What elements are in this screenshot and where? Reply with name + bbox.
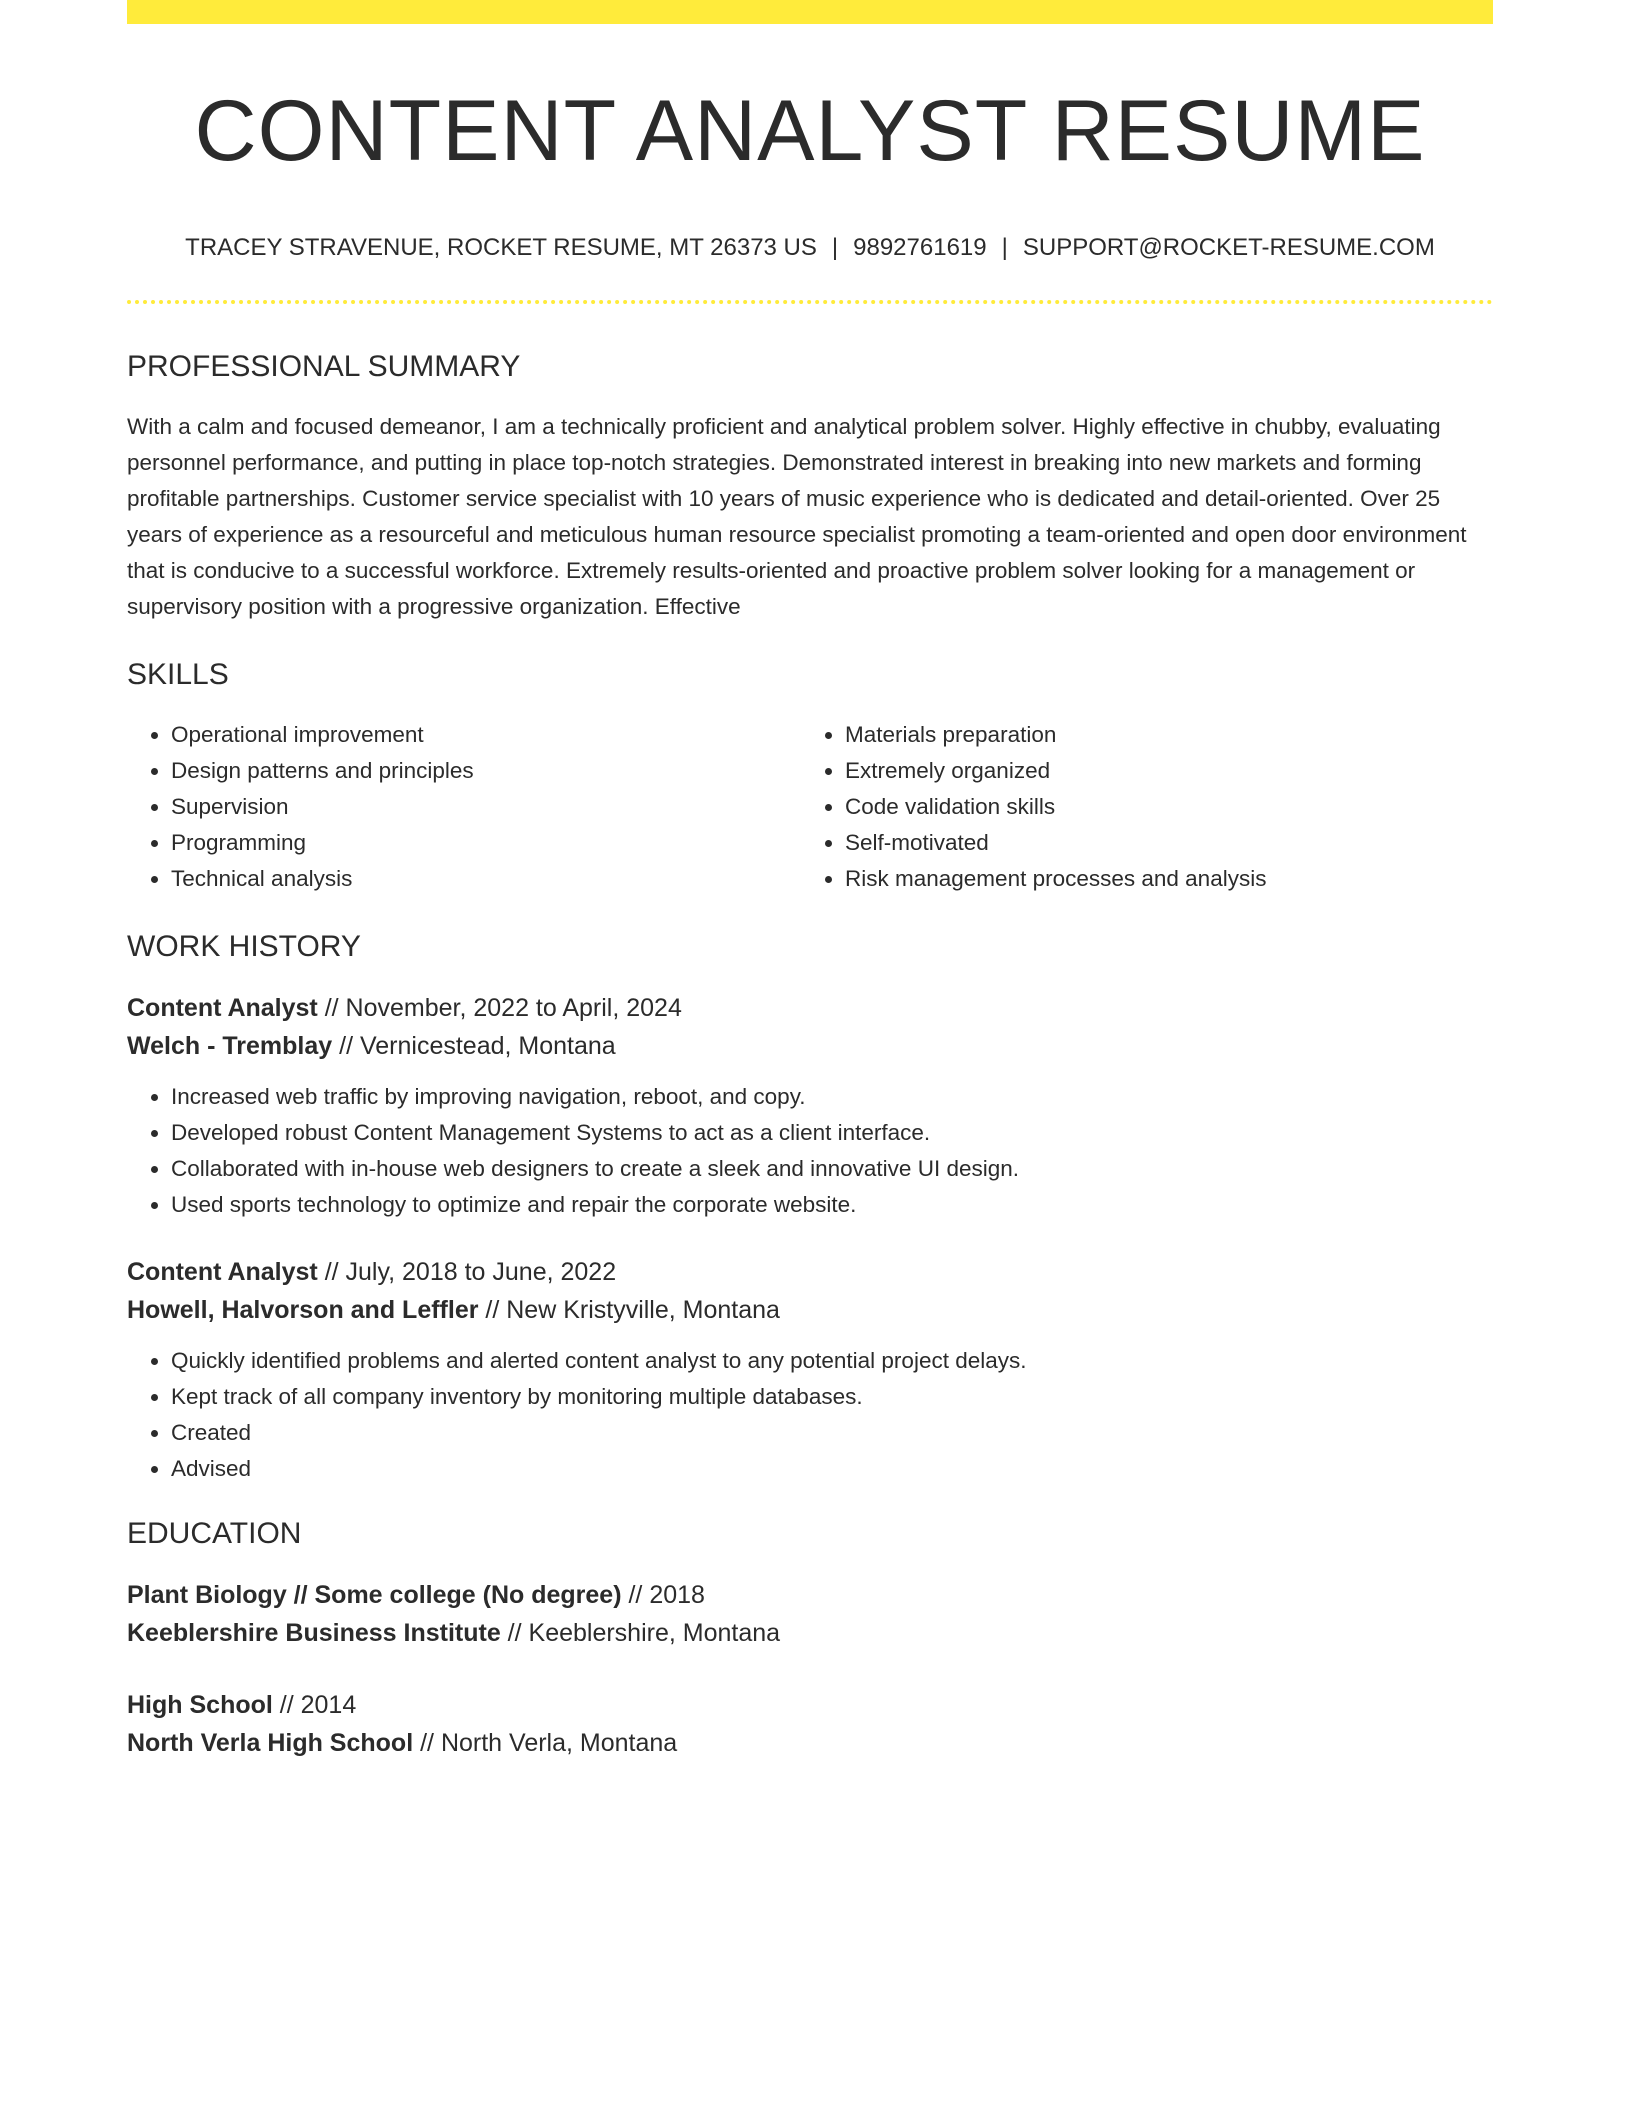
job-company: Howell, Halvorson and Leffler bbox=[127, 1296, 479, 1324]
contact-line bbox=[127, 236, 1493, 260]
job-duties bbox=[127, 1343, 1493, 1487]
education-year: // 2018 bbox=[621, 1581, 705, 1609]
education-school-line bbox=[127, 1614, 1493, 1652]
duty-item: • Quickly identified problems and alerted content analyst to any potential project delays. bbox=[171, 1343, 1493, 1379]
education-location: // Keeblershire, Montana bbox=[500, 1619, 781, 1647]
contact-address: TRACEY STRAVENUE, ROCKET RESUME, MT 26373 US bbox=[185, 234, 817, 261]
skill-item: • Code validation skills bbox=[845, 789, 1475, 825]
summary-text: With a calm and focused demeanor, I am a technically proficient and analytical problem solver. Highly effective in chubby, evaluating personnel performance, and putting in place top-notch strategies. Demonstrated interest in breaking into new markets and forming profitable partnerships. Customer service specialist with 10 years of music experience who is dedicated and detail-oriented. Over 25 years of experience as a resourceful and meticulous human resource specialist promoting a team-oriented and open door environment that is conducive to a successful workforce. Extremely results-oriented and proactive problem solver looking for a management or supervisory position with a progressive organization. Effective bbox=[127, 414, 1467, 619]
summary-heading: PROFESSIONAL SUMMARY bbox=[127, 350, 521, 383]
work-history-heading: WORK HISTORY bbox=[127, 930, 361, 963]
job-dates: // November, 2022 to April, 2024 bbox=[317, 994, 682, 1022]
education-location: // North Verla, Montana bbox=[413, 1729, 678, 1757]
skill-item: • Risk management processes and analysis bbox=[845, 861, 1475, 897]
skill-item: • Supervision bbox=[171, 789, 801, 825]
education-degree-line bbox=[127, 1686, 1493, 1724]
skill-item: • Operational improvement bbox=[171, 717, 801, 753]
job-company-line bbox=[127, 1291, 1493, 1329]
education-entry bbox=[127, 1686, 1493, 1762]
job-title-line bbox=[127, 1253, 1493, 1291]
duty-item: • Used sports technology to optimize and repair the corporate website. bbox=[171, 1187, 1493, 1223]
job-title: Content Analyst bbox=[127, 994, 318, 1022]
contact-separator: | bbox=[831, 234, 839, 261]
skill-item: • Programming bbox=[171, 825, 801, 861]
education-school: Keeblershire Business Institute bbox=[127, 1619, 501, 1647]
education-year: // 2014 bbox=[272, 1691, 357, 1719]
education-heading: EDUCATION bbox=[127, 1517, 302, 1550]
duty-item: • Kept track of all company inventory by monitoring multiple databases. bbox=[171, 1379, 1493, 1415]
skill-item: • Materials preparation bbox=[845, 717, 1475, 753]
duty-item: • Developed robust Content Management Systems to act as a client interface. bbox=[171, 1115, 1493, 1151]
contact-phone: 9892761619 bbox=[853, 234, 987, 261]
education-entry bbox=[127, 1576, 1493, 1652]
job-company-line bbox=[127, 1027, 1493, 1065]
job-location: // New Kristyville, Montana bbox=[478, 1296, 780, 1324]
contact-separator: | bbox=[1001, 234, 1008, 261]
job-location: // Vernicestead, Montana bbox=[332, 1032, 616, 1060]
duty-item: • Collaborated with in-house web designers to create a sleek and innovative UI design. bbox=[171, 1151, 1493, 1187]
duty-item: • Increased web traffic by improving navigation, reboot, and copy. bbox=[171, 1079, 1493, 1115]
skill-item: • Extremely organized bbox=[845, 753, 1475, 789]
education-degree-line bbox=[127, 1576, 1493, 1614]
duty-item: • Advised bbox=[171, 1451, 1493, 1487]
job-company: Welch - Tremblay bbox=[127, 1032, 333, 1060]
skills-heading: SKILLS bbox=[127, 658, 229, 691]
duty-item: • Created bbox=[171, 1415, 1493, 1451]
education-school-line bbox=[127, 1724, 1493, 1762]
job-dates: // July, 2018 to June, 2022 bbox=[317, 1258, 617, 1286]
job-duties bbox=[127, 1079, 1493, 1223]
top-accent-bar bbox=[127, 0, 1493, 24]
resume-page bbox=[127, 0, 1493, 1762]
job-title: Content Analyst bbox=[127, 1258, 318, 1286]
education-degree: Plant Biology // Some college (No degree) bbox=[127, 1581, 622, 1609]
dotted-divider bbox=[127, 300, 1493, 304]
skill-item: • Design patterns and principles bbox=[171, 753, 801, 789]
page-title: CONTENT ANALYST RESUME bbox=[194, 83, 1426, 179]
education-school: North Verla High School bbox=[127, 1729, 414, 1757]
education-degree: High School bbox=[127, 1691, 273, 1719]
job-entry bbox=[127, 989, 1493, 1223]
skill-item: • Technical analysis bbox=[171, 861, 801, 897]
skills-list bbox=[127, 717, 1493, 897]
job-title-line bbox=[127, 989, 1493, 1027]
job-entry bbox=[127, 1253, 1493, 1487]
skills-column-left bbox=[127, 717, 801, 897]
skill-item: • Self-motivated bbox=[845, 825, 1475, 861]
contact-email: SUPPORT@ROCKET-RESUME.COM bbox=[1022, 234, 1435, 261]
skills-column-right bbox=[801, 717, 1475, 897]
